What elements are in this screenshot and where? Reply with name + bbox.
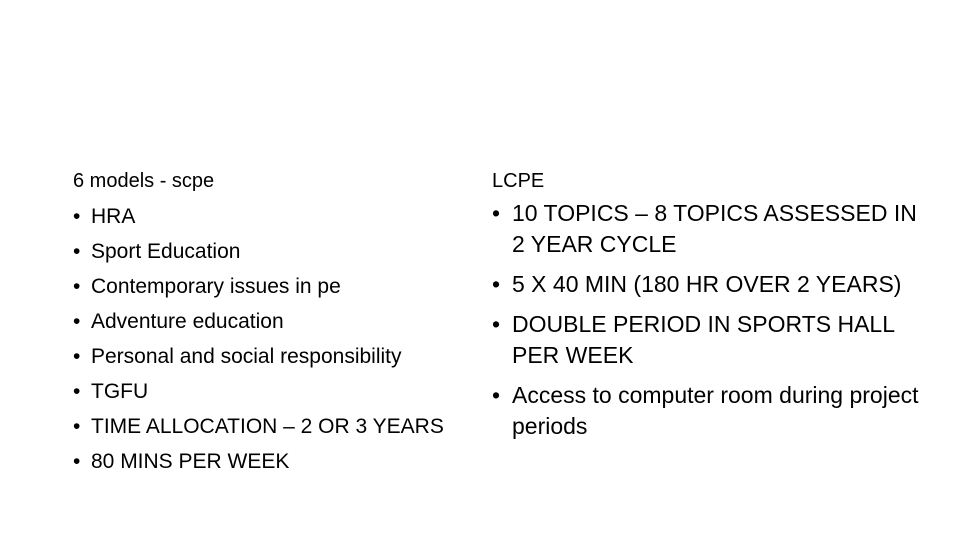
list-item: [73, 374, 473, 409]
list-item-text: Access to computer room during project periods: [512, 382, 919, 439]
bullet-icon: •: [73, 205, 81, 228]
list-item-text: Sport Education: [91, 240, 241, 263]
list-item-text: Personal and social responsibility: [91, 345, 402, 368]
right-column-heading: LCPE: [492, 170, 545, 192]
bullet-icon: •: [73, 240, 81, 263]
list-item: [492, 198, 932, 260]
bullet-icon: •: [73, 345, 81, 368]
list-item: [73, 269, 473, 304]
bullet-icon: •: [492, 311, 501, 337]
list-item-text: Adventure education: [91, 310, 284, 333]
list-item: [492, 269, 932, 300]
bullet-icon: •: [73, 450, 81, 473]
bullet-icon: •: [73, 415, 81, 438]
bullet-icon: •: [73, 380, 81, 403]
list-item: [73, 234, 473, 269]
list-item-text: 10 TOPICS – 8 TOPICS ASSESSED IN 2 YEAR CYCLE: [512, 200, 917, 257]
left-bullet-list: [73, 199, 473, 479]
list-item-text: Contemporary issues in pe: [91, 275, 341, 298]
list-item: [492, 309, 932, 371]
bullet-icon: •: [492, 200, 501, 226]
list-item: [73, 304, 473, 339]
list-item: [73, 444, 473, 479]
list-item-text: TIME ALLOCATION – 2 OR 3 YEARS: [91, 415, 444, 438]
list-item-text: 80 MINS PER WEEK: [91, 450, 290, 473]
list-item: [73, 199, 473, 234]
list-item: [73, 409, 473, 444]
bullet-icon: •: [73, 275, 81, 298]
list-item: [73, 339, 473, 374]
list-item-text: 5 X 40 MIN (180 HR OVER 2 YEARS): [512, 271, 902, 297]
left-column-heading: 6 models - scpe: [73, 170, 215, 192]
list-item-text: HRA: [91, 205, 136, 228]
right-bullet-list: [492, 198, 932, 451]
list-item: [492, 380, 932, 442]
bullet-icon: •: [73, 310, 81, 333]
list-item-text: TGFU: [91, 380, 149, 403]
list-item-text: DOUBLE PERIOD IN SPORTS HALL PER WEEK: [512, 311, 895, 368]
bullet-icon: •: [492, 271, 501, 297]
bullet-icon: •: [492, 382, 501, 408]
